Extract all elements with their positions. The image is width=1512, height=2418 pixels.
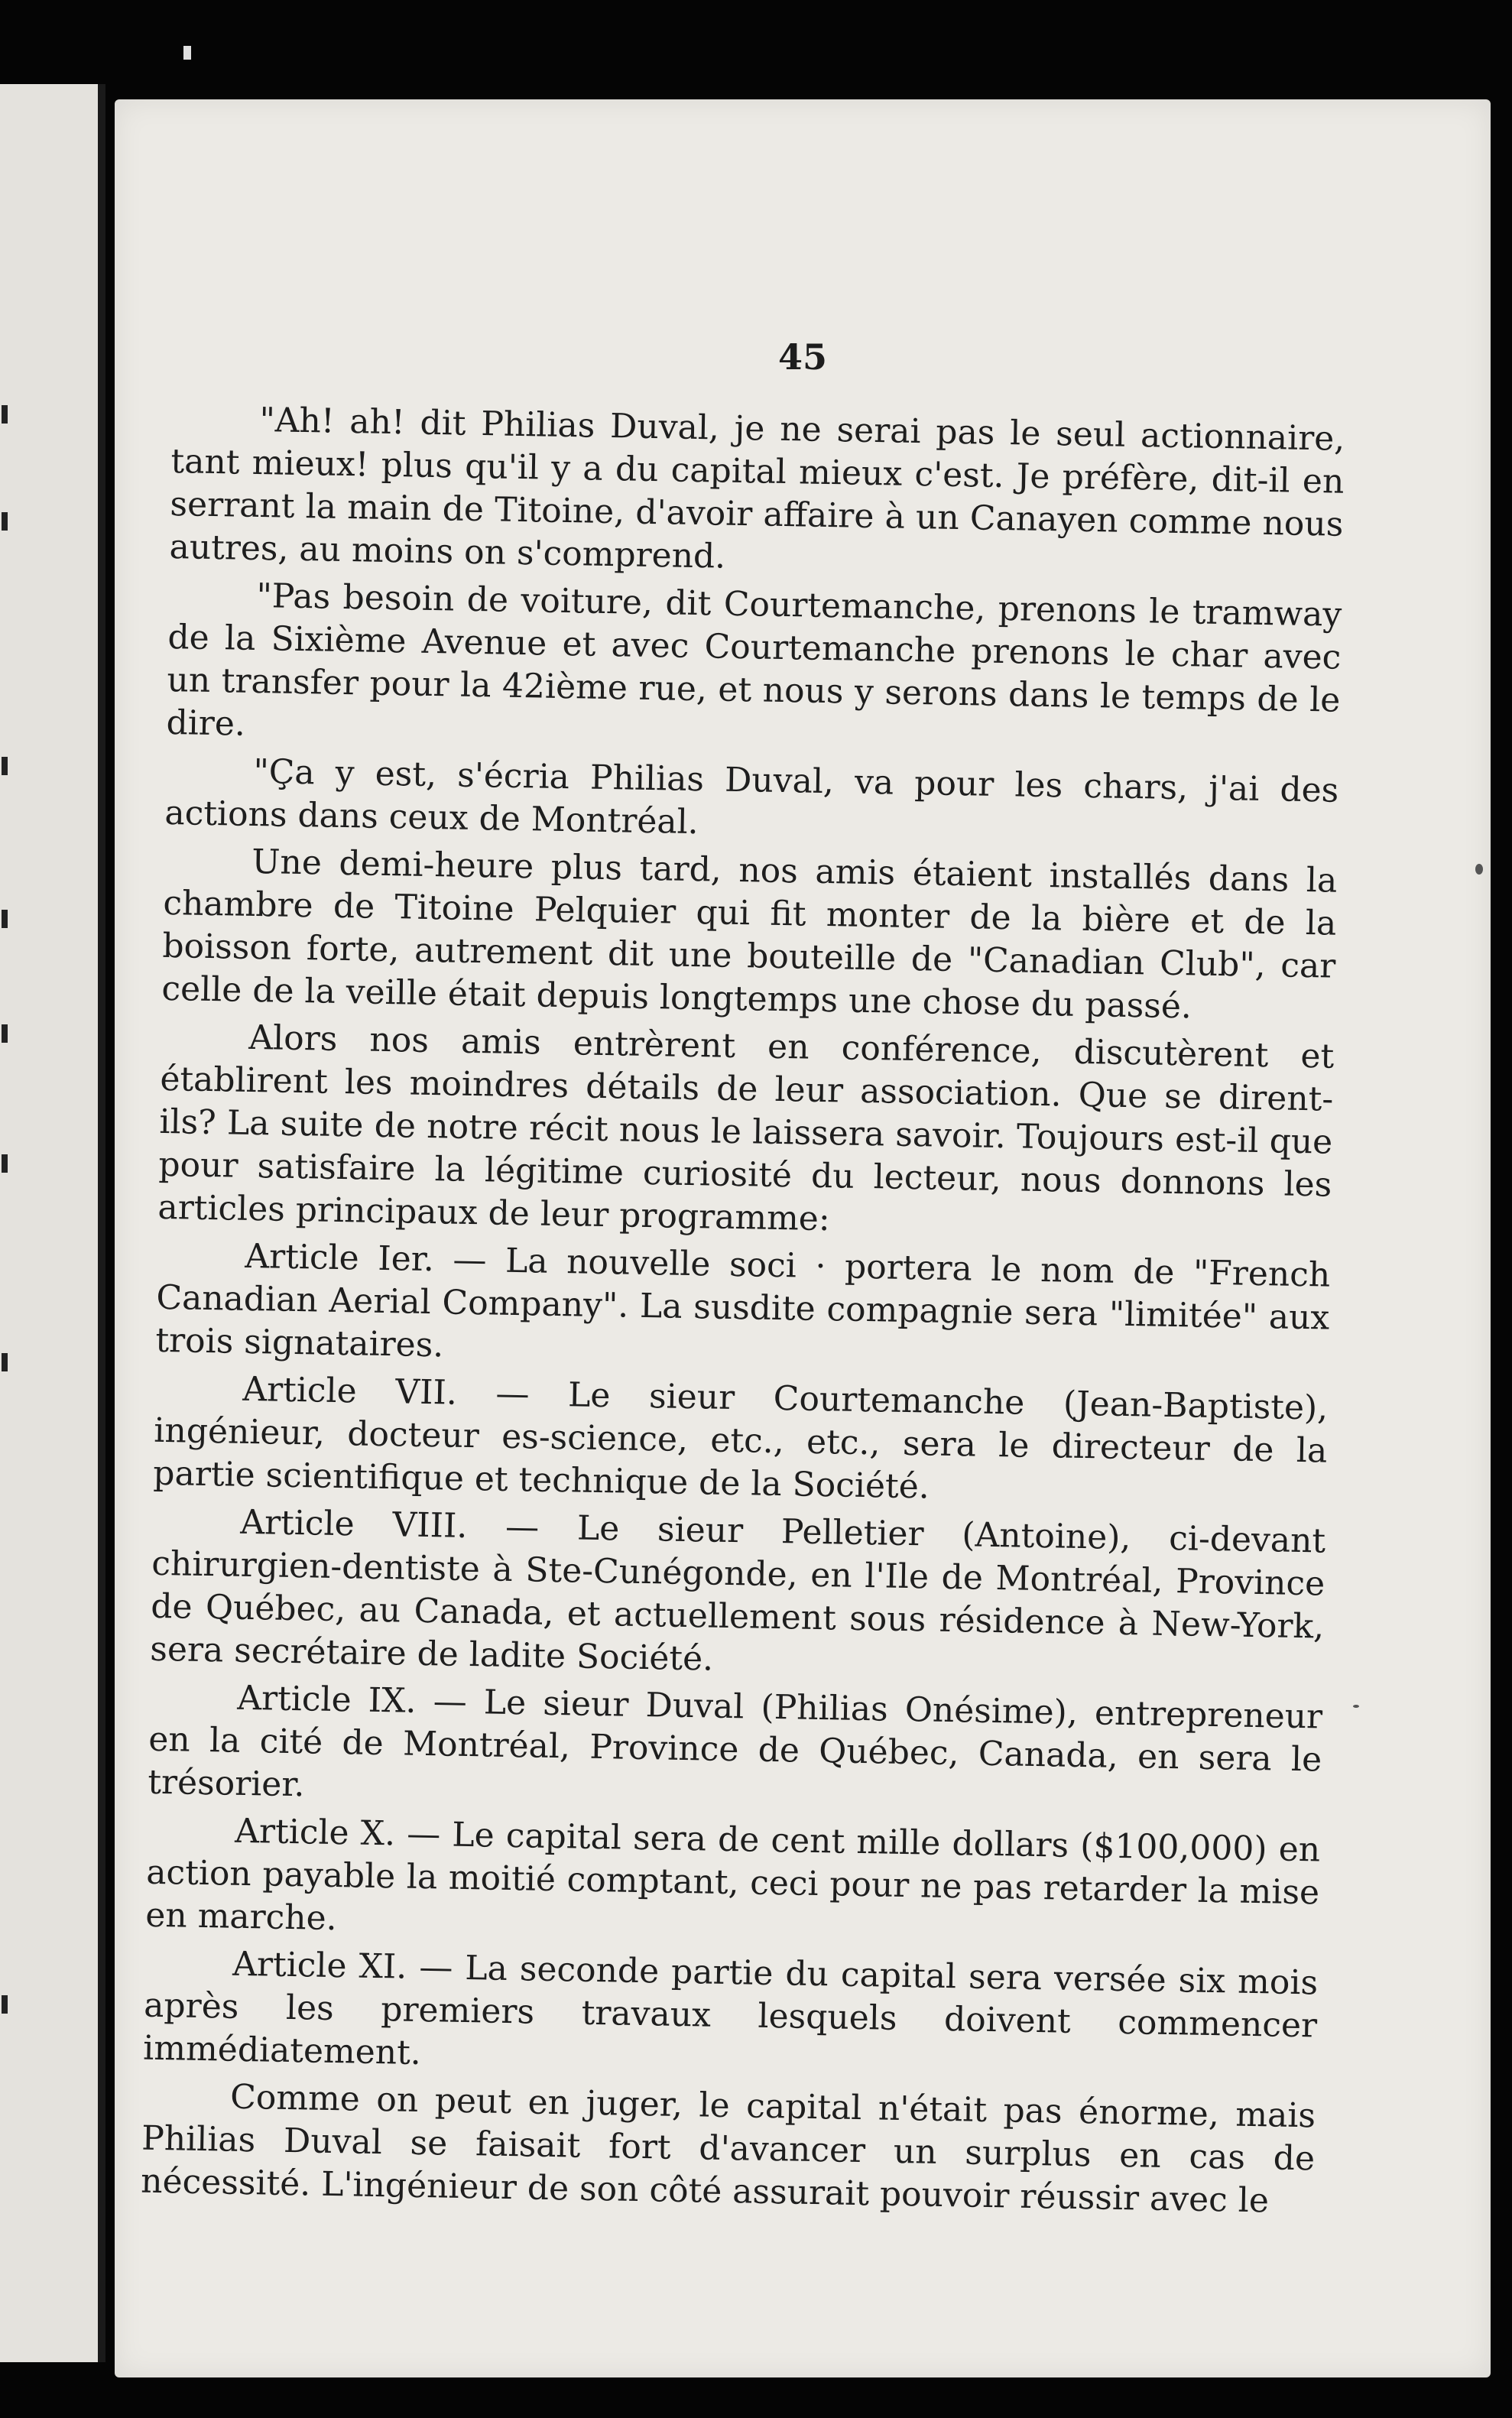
paragraph: Comme on peut en juger, le capital n'était pas énorme, mais Philias Duval se faisait fort d'avancer un surplus en cas de nécessité. L'ingénieur de son côté assurait pouvoir réussir avec le [140, 2077, 1316, 2221]
paragraph: Article VII. — Le sieur Courtemanche (Jean-Baptiste), ingénieur, docteur es-science, etc., etc., sera le directeur de la partie scientifique et technique de la Société. [152, 1369, 1329, 1507]
speck [1353, 1705, 1359, 1708]
scan-artifact [183, 46, 191, 60]
page-text [141, 398, 1345, 2228]
paragraph: Article Ier. — La nouvelle soci · portera le nom de "French Canadian Aerial Company". La susdite compagnie sera "limitée" aux trois signataires. [155, 1236, 1331, 1365]
paragraph: "Ah! ah! dit Philias Duval, je ne serai pas le seul actionnaire, tant mieux! plus qu'il y a du capital mieux c'est. Je préfère, dit-il en serrant la main de Titoine, d'avoir affaire à un Canayen comme nous autres, au moins on s'comprend. [169, 401, 1345, 576]
paragraph: Une demi-heure plus tard, nos amis étaient installés dans la chambre de Titoine Pelquier qui fit monter de la bière et de la boisson forte, autrement dit une bouteille de "Canadian Club", car celle de la veille était depuis longtemps une chose du passé. [161, 842, 1338, 1027]
page-number: 45 [777, 336, 827, 378]
facing-page-edge [0, 84, 105, 2362]
paragraph: Article VIII. — Le sieur Pelletier (Antoine), ci-devant chirurgien-dentiste à Ste-Cunégonde, en l'Ile de Montréal, Province de Québec, au Canada, et actuellement sous résidence à New-York, sera secrétaire de ladite Société. [149, 1502, 1326, 1679]
paragraph: Article XI. — La seconde partie du capital sera versée six mois après les premiers travaux lesquels doivent commencer immédiatement. [142, 1944, 1319, 2073]
speck [1475, 864, 1483, 875]
paragraph: "Ça y est, s'écria Philias Duval, va pour les chars, j'ai des actions dans ceux de Montréal. [164, 751, 1339, 842]
paragraph: "Pas besoin de voiture, dit Courtemanche, prenons le tramway de la Sixième Avenue et avec Courtemanche prenons le char avec un transfer pour la 42ième rue, et nous y serons dans le temps de le dire. [166, 576, 1342, 744]
book-page [115, 99, 1491, 2377]
paragraph: Alors nos amis entrèrent en conférence, discutèrent et établirent les moindres détails de leur association. Que se dirent-ils? La suite de notre récit nous le laissera savoir. Toujours est-il que pour satisfaire la légitime curiosité du lecteur, nous donnons les articles principaux de leur programme: [157, 1018, 1335, 1239]
paragraph: Article X. — Le capital sera de cent mille dollars ($100,000) en action payable la moitié comptant, ceci pour ne pas retarder la mise en marche. [144, 1811, 1321, 1939]
paragraph: Article IX. — Le sieur Duval (Philias Onésime), entrepreneur en la cité de Montréal, Province de Québec, Canada, en sera le trésorier. [147, 1678, 1323, 1805]
